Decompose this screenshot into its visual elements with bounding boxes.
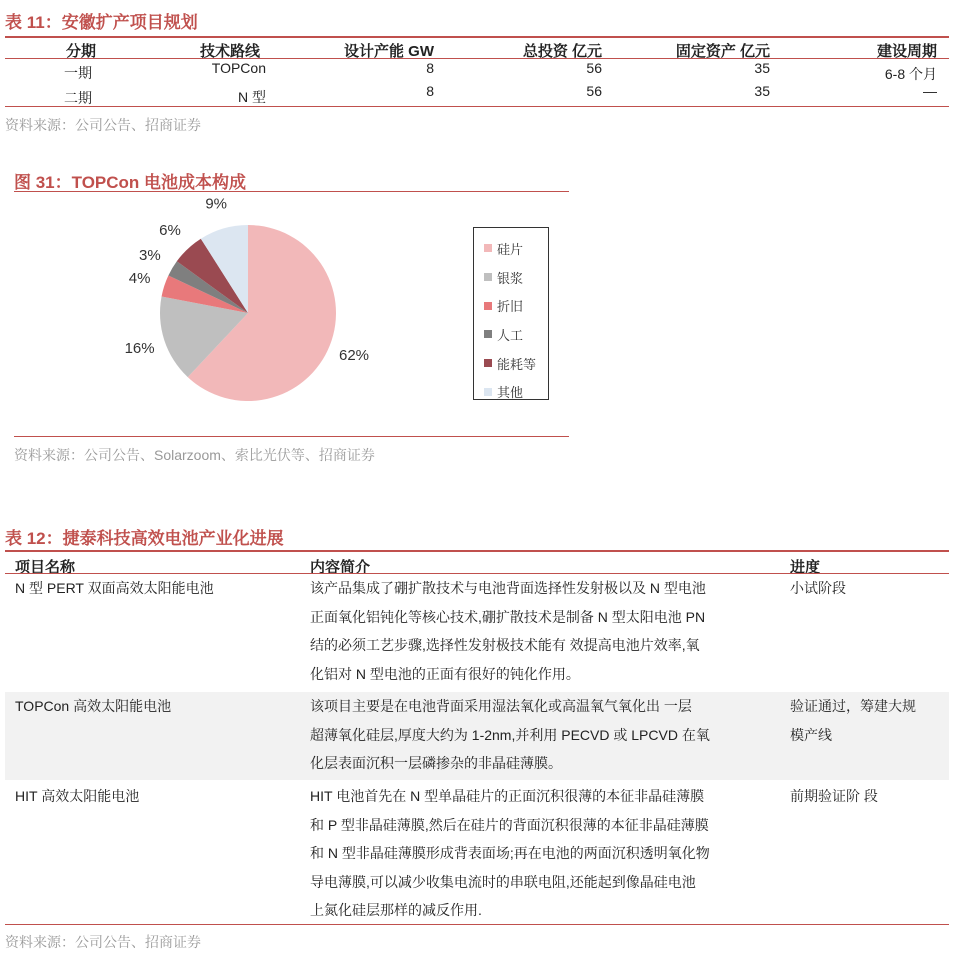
table-row xyxy=(5,574,949,688)
t12-r2-content-l1: 该项目主要是在电池背面采用湿法氧化或高温氧气氧化出 一层 xyxy=(310,698,692,714)
table11-source: 资料来源：公司公告、招商证券 xyxy=(5,117,201,133)
data-label-5: 6% xyxy=(159,221,181,239)
t11-head-investment: 总投资 亿元 xyxy=(522,43,602,60)
t12-r1-content-l4: 化铝对 N 型电池的正面有很好的钝化作用。 xyxy=(310,665,580,682)
legend-swatch xyxy=(484,330,492,338)
table12-source: 资料来源：公司公告、招商证券 xyxy=(5,934,201,950)
legend-swatch xyxy=(484,244,492,252)
t12-head-name: 项目名称 xyxy=(15,559,76,576)
legend-swatch xyxy=(484,388,492,396)
figure31-title: 图 31：TOPCon 电池成本构成 xyxy=(14,173,247,192)
t12-r2-content-l2: 超薄氧化硅层,厚度大约为 1-2nm,并利用 PECVD 或 LPCVD 在氧 xyxy=(310,726,710,743)
legend-label: 其他 xyxy=(497,385,524,401)
t11-head-period: 建设周期 xyxy=(876,43,937,60)
legend-item xyxy=(484,320,548,349)
figure31-source: 资料来源：公司公告、Solarzoom、索比光伏等、招商证券 xyxy=(14,447,375,463)
legend-item xyxy=(484,291,548,320)
data-label-4: 3% xyxy=(139,247,161,264)
table11-top-rule xyxy=(5,36,949,38)
t12-r3-content-l2: 和 P 型非晶硅薄膜,然后在硅片的背面沉积很薄的本征非晶硅薄膜 xyxy=(310,816,709,833)
data-label-1: 62% xyxy=(338,347,370,364)
t11-head-phase: 分期 xyxy=(66,43,97,60)
data-label-2: 16% xyxy=(124,340,155,358)
t11-r2-period: — xyxy=(923,83,937,99)
t11-r2-fixed-assets: 35 xyxy=(754,83,770,99)
t12-r3-name: HIT 高效太阳能电池 xyxy=(15,788,140,804)
t11-r2-investment: 56 xyxy=(586,83,602,99)
t12-r3-content-l1: HIT 电池首先在 N 型单晶硅片的正面沉积很薄的本征非晶硅薄膜 xyxy=(310,788,705,804)
legend-item xyxy=(484,234,548,263)
t12-head-content: 内容简介 xyxy=(310,559,371,576)
table11-title: 表 11：安徽扩产项目规划 xyxy=(5,13,198,32)
t12-r2-content-l3: 化层表面沉积一层磷掺杂的非晶硅薄膜。 xyxy=(310,755,562,772)
figure31-top-rule xyxy=(14,191,569,192)
t12-r2-name: TOPCon 高效太阳能电池 xyxy=(15,698,172,714)
legend-item xyxy=(484,377,548,406)
t12-r3-progress: 前期验证阶 段 xyxy=(790,788,878,804)
chart-legend xyxy=(473,227,549,400)
table11-header-rule xyxy=(5,58,949,59)
t12-head-progress: 进度 xyxy=(790,559,821,576)
t12-r1-content-l1: 该产品集成了硼扩散技术与电池背面选择性发射极以及 N 型电池 xyxy=(310,580,706,596)
legend-label: 人工 xyxy=(497,327,524,343)
t11-r1-period: 6-8 个月 xyxy=(884,66,937,82)
figure31-bottom-rule xyxy=(14,436,569,437)
t12-r3-content-l4: 导电薄膜,可以减少收集电流时的串联电阻,还能起到像晶硅电池 xyxy=(310,873,696,890)
pie-chart xyxy=(14,195,474,420)
t12-r1-progress: 小试阶段 xyxy=(790,580,846,596)
t11-r1-tech: TOPCon xyxy=(211,60,266,76)
legend-label: 硅片 xyxy=(497,241,524,257)
t11-head-capacity: 设计产能 GW xyxy=(344,43,434,60)
legend-label: 折旧 xyxy=(497,299,524,315)
t11-r2-phase: 二期 xyxy=(64,90,92,106)
t11-head-tech: 技术路线 xyxy=(200,43,261,60)
data-label-3: 4% xyxy=(128,269,151,287)
table12-top-rule xyxy=(5,550,949,552)
legend-label: 银浆 xyxy=(497,270,524,286)
t12-r2-progress-l1: 验证通过，筹建大规 xyxy=(790,698,916,714)
legend-item xyxy=(484,263,548,292)
t11-r2-capacity: 8 xyxy=(426,83,434,99)
table-row xyxy=(5,692,949,780)
t11-r1-investment: 56 xyxy=(586,60,602,76)
legend-label: 能耗等 xyxy=(497,356,537,372)
t12-r1-content-l2: 正面氧化铝钝化等核心技术,硼扩散技术是制备 N 型太阳电池 PN xyxy=(310,608,706,625)
t12-r3-content-l5: 上氮化硅层那样的减反作用. xyxy=(310,902,482,919)
t11-head-fixed-assets: 固定资产 亿元 xyxy=(675,43,770,60)
table12-bottom-rule xyxy=(5,924,949,925)
table-row xyxy=(5,782,949,924)
t11-r1-capacity: 8 xyxy=(426,60,434,76)
t12-r2-progress-l2: 模产线 xyxy=(790,726,832,743)
legend-item xyxy=(484,349,548,378)
legend-swatch xyxy=(484,273,492,281)
table11-bottom-rule xyxy=(5,106,949,107)
data-label-6: 9% xyxy=(205,195,228,213)
table12-title: 表 12：捷泰科技高效电池产业化进展 xyxy=(5,529,284,548)
t12-r3-content-l3: 和 N 型非晶硅薄膜形成背表面场;再在电池的两面沉积透明氧化物 xyxy=(310,845,710,862)
t12-r1-name: N 型 PERT 双面高效太阳能电池 xyxy=(15,580,214,596)
t11-r1-fixed-assets: 35 xyxy=(754,60,770,76)
t11-r2-tech: N 型 xyxy=(238,89,266,105)
legend-swatch xyxy=(484,302,492,310)
legend-swatch xyxy=(484,359,492,367)
t12-r1-content-l3: 结的必须工艺步骤,选择性发射极技术能有 效提高电池片效率,氧 xyxy=(310,637,700,654)
t11-r1-phase: 一期 xyxy=(64,65,92,81)
